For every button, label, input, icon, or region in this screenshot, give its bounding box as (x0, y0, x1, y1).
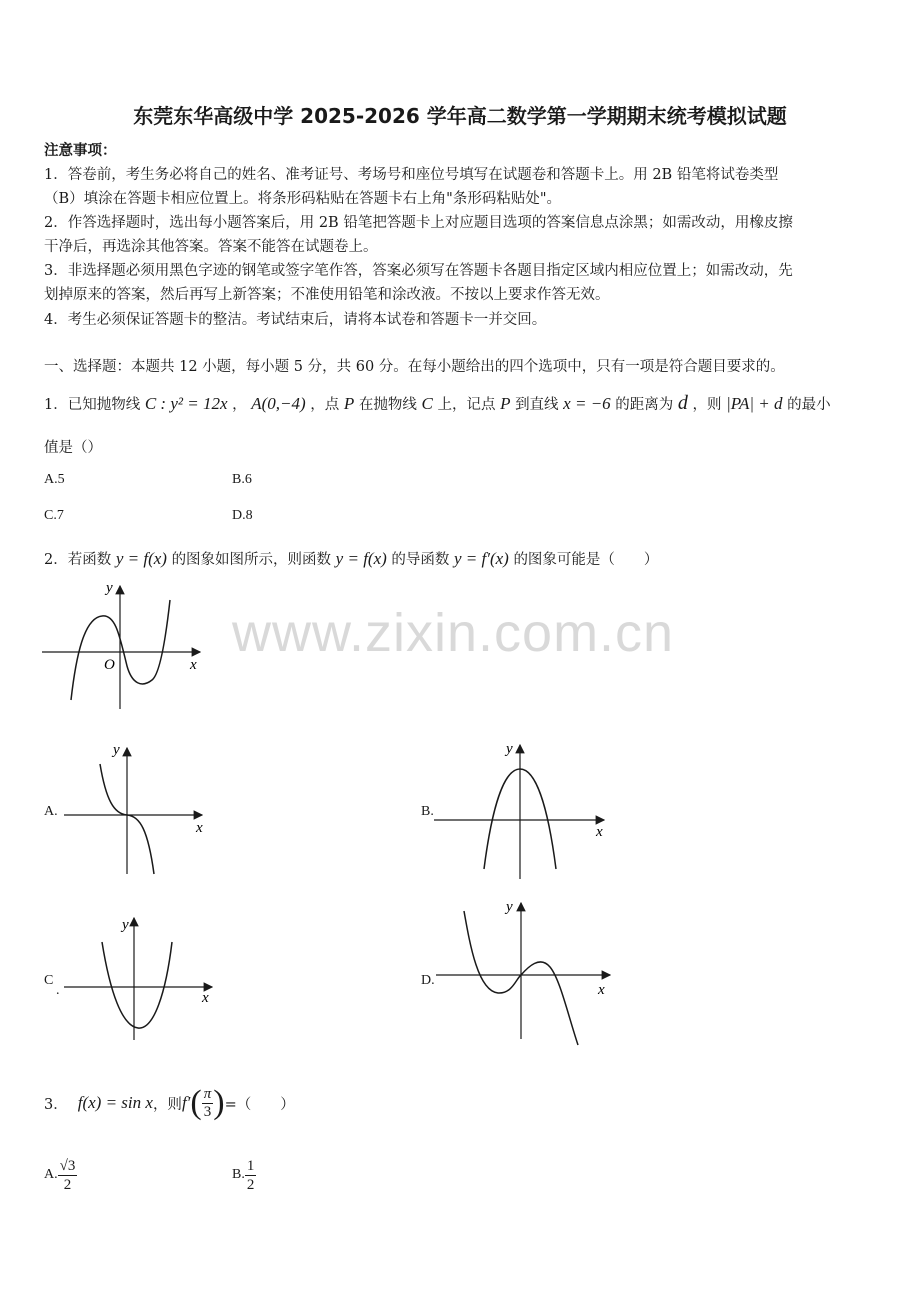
question-1 (44, 392, 831, 415)
q1-option-c[interactable]: C.7 (44, 508, 64, 523)
q1-curve-c: C (421, 394, 433, 413)
q1-option-b[interactable]: B.6 (232, 472, 252, 487)
q2-function: y = f(x) (115, 549, 167, 568)
q3-option-b-fraction (245, 1157, 257, 1194)
q3-frac-den: 3 (203, 1103, 212, 1120)
q3-fraction (202, 1086, 214, 1120)
q2-function: y = f(x) (335, 549, 387, 568)
y-axis-label: y (113, 742, 120, 758)
q2-graph-a[interactable] (62, 740, 212, 878)
q1-number: 1．已知抛物线 (44, 397, 141, 413)
y-axis-label: y (506, 741, 513, 757)
origin-label: O (104, 657, 115, 673)
notice-line-6: 划掉原来的答案，然后再写上新答案；不准使用铅笔和涂改液。不按以上要求作答无效。 (44, 287, 610, 303)
q1-line-2: 值是（） (44, 440, 102, 456)
q3-text: ，则 (152, 1096, 182, 1113)
q2-option-d[interactable]: D. (421, 973, 435, 988)
q1-option-d[interactable]: D.8 (232, 508, 253, 523)
notice-line-1: 1．答卷前，考生务必将自己的姓名、准考证号、考场号和座位号填写在试题卷和答题卡上。用 2B 铅笔将试卷类型 (44, 167, 779, 183)
q1-line: x = −6 (563, 394, 611, 413)
q1-text: ，则 (692, 397, 722, 413)
q3-option-a-den: 2 (63, 1176, 72, 1193)
y-axis-label: y (506, 899, 513, 915)
q2-text: 的图象如图所示，则函数 (171, 552, 332, 568)
x-axis-label: x (596, 824, 603, 840)
q2-main-graph (40, 576, 210, 711)
q3-paren-left: ( (190, 1084, 202, 1121)
q3-number: 3． (44, 1096, 68, 1113)
y-axis-label: y (122, 917, 129, 933)
q1-text: ， (232, 397, 247, 413)
q2-graph-d[interactable] (432, 895, 612, 1047)
x-axis-label: x (598, 982, 605, 998)
q2-text: 的导函数 (391, 552, 450, 568)
q2-option-c[interactable]: C (44, 973, 54, 988)
q1-text: 的最小 (787, 397, 831, 413)
notice-line-5: 3．非选择题必须用黑色字迹的钢笔或签字笔作答，答案必须写在答题卡各题目指定区域内相应位置上；如需改动，先 (44, 263, 793, 279)
page-title: 东莞东华高级中学 2025-2026 学年高二数学第一学期期末统考模拟试题 (133, 104, 787, 128)
q1-text: 的距离为 (615, 397, 674, 413)
q1-distance-d: d (677, 392, 688, 414)
watermark: www.zixin.com.cn (232, 603, 675, 663)
q3-option-a-num: √3 (59, 1157, 76, 1174)
q2-derivative: y = f′(x) (454, 549, 509, 568)
notice-line-4: 干净后，再选涂其他答案。答案不能答在试题卷上。 (44, 239, 378, 255)
q2-graph-c[interactable] (62, 912, 222, 1042)
q2-option-b[interactable]: B. (421, 804, 434, 819)
q1-text: 上，记点 (437, 397, 496, 413)
notice-heading: 注意事项： (44, 142, 117, 159)
question-3 (44, 1078, 295, 1128)
section-heading: 一、选择题：本题共 12 小题，每小题 5 分，共 60 分。在每小题给出的四个选项中，只有一项是符合题目要求的。 (44, 359, 785, 375)
q1-point-p: P (500, 394, 511, 413)
q3-text: =（ ） (224, 1096, 295, 1113)
q3-option-a-fraction (58, 1157, 78, 1194)
q3-option-b-num: 1 (246, 1157, 255, 1174)
q1-option-a[interactable]: A.5 (44, 472, 65, 487)
q1-point-p: P (343, 394, 355, 413)
notice-line-3: 2．作答选择题时，选出每小题答案后，用 2B 铅笔把答题卡上对应题目选项的答案信息点涂黑；如需改动，用橡皮擦 (44, 215, 793, 231)
notice-line-7: 4．考生必须保证答题卡的整洁。考试结束后，请将本试卷和答题卡一并交回。 (44, 312, 547, 328)
x-axis-label: x (202, 990, 209, 1006)
derivative-curve-c (102, 942, 172, 1028)
x-axis-label: x (190, 657, 197, 673)
q3-option-b-label: B. (232, 1167, 245, 1182)
y-axis-label: y (106, 580, 113, 596)
q1-expression: |PA| + d (726, 394, 783, 413)
q2-text: 的图象可能是（ ） (513, 552, 659, 568)
q2-number: 2．若函数 (44, 552, 112, 568)
q3-option-b[interactable] (232, 1150, 256, 1200)
q3-function: f(x) = sin x (77, 1093, 153, 1112)
q1-text: 在抛物线 (358, 397, 417, 413)
q3-option-a[interactable] (44, 1150, 77, 1200)
q2-graph-b[interactable] (432, 737, 612, 882)
q1-text: ，点 (310, 397, 340, 413)
q1-point-a: A(0,−4) (251, 394, 306, 413)
q2-option-c-dot: . (56, 983, 60, 998)
q3-paren-right: ) (213, 1084, 225, 1121)
q3-frac-num: π (203, 1086, 212, 1102)
x-axis-label: x (196, 820, 203, 836)
q1-text: 到直线 (515, 397, 559, 413)
q3-derivative: f′ (181, 1093, 191, 1112)
q3-option-a-label: A. (44, 1167, 58, 1182)
question-2 (44, 548, 658, 569)
q3-option-b-den: 2 (246, 1176, 255, 1193)
q1-parabola: C : y² = 12x (144, 394, 228, 413)
q2-option-a[interactable]: A. (44, 804, 58, 819)
notice-line-2: （B）填涂在答题卡相应位置上。将条形码粘贴在答题卡右上角"条形码粘贴处"。 (44, 191, 561, 207)
